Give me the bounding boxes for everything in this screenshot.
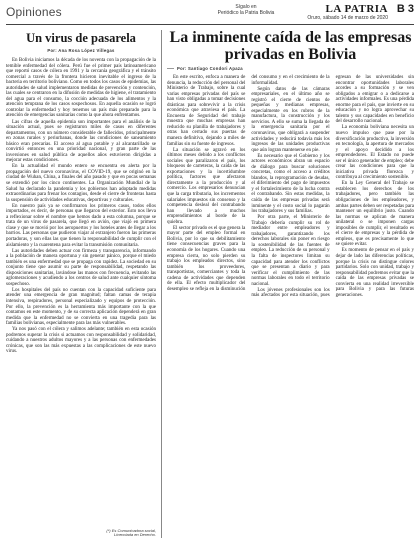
left-article-paragraph: Las cifras de aquella epidemia son importantes para el análisis de la situación actual, pues se registraron miles de casos en diferentes departamentos, con un número considerable de fallecidos, principalmente en zonas rurales y periurbanas, donde las condiciones de saneamiento básico eran precarias. El acceso al agua potable y al alcantarillado se convirtió entonces en una prioridad nacional, y gran parte de las inversiones en salud pública de aquellos años estuvieron dirigidas a mejorar estas condiciones. xyxy=(6,119,156,164)
dateline: Oruro, sábado 14 de marzo de 2020 xyxy=(307,15,388,21)
section-label: Opiniones xyxy=(6,5,62,19)
social-follow-note xyxy=(211,4,281,16)
right-article-paragraph: Es necesario que el Gobierno y los actores económicos abran un espacio de diálogo para buscar soluciones concretas, como el acceso a créditos blandos, la reprogramación de deudas, el diferimiento del pago de impuestos y el fortalecimiento de la lucha contra el contrabando. Sin estas medidas, la caída de las empresas privadas será inminente y el costo social lo pagarán los trabajadores y sus familias. xyxy=(251,153,330,215)
right-article-paragraph: La situación se agravó en los últimos meses debido a los conflictos sociales que paralizaron el país, los bloqueos de carreteras, la caída de las exportaciones y la incertidumbre política, factores que afectaron directamente a la producción y al comercio. Los empresarios denuncian que la carga tributaria, los incrementos salariales impuestos sin consenso y la competencia desleal del contrabando han llevado a muchos emprendimientos al borde de la quiebra. xyxy=(167,147,246,225)
left-article-paragraph: Las autoridades deben actuar con firmeza y transparencia, informando a la población de manera oportuna y sin generar pánico, porque el miedo también es una enfermedad que se propaga con rapidez. La sociedad en su conjunto tiene que asumir su parte de responsabilidad, respetando las disposiciones sanitarias, lavándose las manos con frecuencia, evitando las aglomeraciones y acudiendo a los centros de salud ante cualquier síntoma sospechoso. xyxy=(6,248,156,287)
right-article-paragraph: Por otra parte, el Ministerio de Trabajo debería cumplir su rol de mediador entre empleadores y trabajadores, garantizando los derechos laborales sin poner en riesgo la sostenibilidad de las fuentes de empleo. La reducción de su personal y la falta de inspectores limitan su capacidad para atender los conflictos que se presentan a diario y para verificar el cumplimiento de las normas laborales en todo el territorio nacional. xyxy=(251,215,330,287)
page-number: B 3 xyxy=(396,3,414,15)
left-article-paragraph: En Bolivia iniciamos la década de los noventa con la propagación de la temible enfermedad del cólera. Perú fue el primer país latinoamericano que reportó casos de cólera en 1991 y la cercanía geográfica y el tránsito comercial a través de la frontera hicieron inevitable el ingreso de la bacteria en territorio boliviano. Como en todos los casos de epidemias, las autoridades de salud implementaron medidas de prevención y contención, las cuales se centraron en la difusión de medidas de higiene, el tratamiento del agua para el consumo, la cocción adecuada de los alimentos y la atención temprana de los casos sospechosos. En aquella ocasión se logró controlar la enfermedad y hoy tenemos un país más preparado para la atención de emergencias sanitarias como la que ahora enfrentamos. xyxy=(6,58,156,119)
social-follow-line1: Sígalo en xyxy=(235,4,257,10)
left-article-paragraph: Ya nos pasó con el cólera y salimos adelante; también en esta ocasión podremos superar la crisis si actuamos con responsabilidad y solidaridad, cuidando a nuestros adultos mayores y a las personas con enfermedades crónicas, que son las más expuestas a las complicaciones de este nuevo virus. xyxy=(6,327,156,355)
right-article-paragraph: Según datos de las cámaras empresariales, en el último año se registró el cierre de cientos de pequeñas y medianas empresas, especialmente en los rubros de la manufactura, la construcción y los servicios. A ello se suma la llegada de la emergencia sanitaria por el coronavirus, que obligará a suspender actividades y reducirá todavía más los ingresos de las unidades productivas que aún logran mantenerse en pie. xyxy=(251,86,330,153)
left-article-body xyxy=(6,58,156,355)
right-article-byline: Por: Santiago Condori Apaza xyxy=(177,66,243,71)
left-article-paragraph: Los hospitales del país no cuentan con la capacidad suficiente para atender una emergencia de gran magnitud; faltan camas de terapia intensiva, respiradores, personal especializado y equipos de protección. Por ello, la prevención es la herramienta más importante con la que contamos en este momento, y de su correcta aplicación dependerá en gran medida que la enfermedad no se convierta en una tragedia para las familias bolivianas, especialmente para las más vulnerables. xyxy=(6,287,156,327)
right-article-paragraph: En la Ley General del Trabajo se establecen los derechos de los trabajadores, pero también las obligaciones de los empleadores, y ambas partes deben ser respetadas para mantener un equilibrio justo. Cuando las normas se aplican de manera unilateral o se imponen cargas imposibles de cumplir, el resultado es el cierre de empresas y la pérdida de empleos, que es precisamente lo que se quiere evitar. xyxy=(335,181,414,248)
newspaper-brand: LA PATRIA xyxy=(325,3,388,15)
author-footnote xyxy=(106,529,156,538)
right-article-paragraph: Los jóvenes profesionales son los más afectados por esta situación, pues egresan de las universidades sin encontrar oportunidades laborales acordes a su formación y se ven obligados a emigrar o a dedicarse a actividades informales. Es una pérdida enorme para el país, que invierte en su educación y no logra aprovechar su talento y sus capacidades en beneficio del desarrollo nacional. xyxy=(251,75,414,299)
right-article-body xyxy=(167,75,414,299)
left-article-byline: Por: Ana Rosa López Villegas xyxy=(47,48,115,53)
page-header xyxy=(6,3,414,25)
left-article-title: Un virus de pasarela xyxy=(26,31,136,45)
right-article-paragraph: Es momento de pensar en el país y dejar de lado las diferencias políticas, porque la crisis no distingue colores partidarios. Solo con unidad, trabajo y responsabilidad podremos evitar que la caída de las empresas privadas se convierta en una realidad irreversible para Bolivia y para las futuras generaciones. xyxy=(335,248,414,298)
right-article-title: La inminente caída de las empresas privadas en Bolivia xyxy=(169,30,412,63)
right-article-byline-row xyxy=(167,66,414,71)
author-footnote-line1: (*) Es Comunicadora social, xyxy=(106,527,156,533)
author-footnote-line2: Licenciada en Derecho. xyxy=(113,532,156,538)
left-opinion-article xyxy=(6,30,156,540)
column-divider xyxy=(161,30,162,538)
right-article-paragraph: En este escrito, enfoca a manera de denuncia, la reducción del personal del Ministerio de Trabajo, sobre la cual varias empresas privadas del país se han visto obligadas a tomar decisiones drásticas para sobrevivir a la crisis económica que atraviesa el país. La Encuesta de Seguridad del trabajo muestra que muchas empresas han reducido su planilla de trabajadores y otras han cerrado sus puertas de manera definitiva, dejando a miles de familias sin su fuente de ingresos. xyxy=(167,75,246,147)
right-opinion-article xyxy=(167,30,414,540)
social-follow-line2: Periódico la Patria Bolivia xyxy=(217,10,275,16)
left-article-paragraph: En nuestro país ya se confirmaron los primeros casos, todos ellos importados, es decir, de personas que llegaron del exterior. Esto nos lleva a reflexionar sobre el nombre que hemos dado a esta columna, porque se trata de un virus de pasarela, que llegó en avión, que viajó en primera clase y que se movió por los aeropuertos y los hoteles antes de llegar a los barrios. Las personas que pudieron viajar al extranjero fueron las primeras portadoras, y son ellas las que tienen la responsabilidad de cumplir con el aislamiento y la cuarentena para evitar la transmisión comunitaria. xyxy=(6,203,156,248)
byline-rule xyxy=(167,68,174,69)
left-article-paragraph: En la actualidad el mundo entero se encuentra en alerta por la propagación del nuevo coronavirus, el COVID-19, que se originó en la ciudad de Wuhan, China, a finales del año pasado y que en pocas semanas se extendió por los cinco continentes. La Organización Mundial de la Salud ha declarado la pandemia y los gobiernos han adoptado medidas extraordinarias para frenar los contagios, desde el cierre de fronteras hasta la suspensión de actividades educativas, deportivas y culturales. xyxy=(6,164,156,203)
right-article-paragraph: El sector privado es el que genera la mayor parte del empleo formal en Bolivia, por lo que su debilitamiento tiene consecuencias graves para la economía de los hogares. Cuando una empresa cierra, no solo pierden su trabajo los empleados directos, sino también los proveedores, transportistas, comerciantes y toda la cadena de actividades que dependen de ella. El efecto multiplicador del desempleo se refleja en la disminución del consumo y en el crecimiento de la informalidad. xyxy=(167,75,330,292)
right-article-paragraph: La economía boliviana necesita un nuevo impulso que pase por la diversificación productiva, la inversión en tecnología, la apertura de mercados y el apoyo decidido a los emprendedores. El Estado no puede ser el único generador de empleo; debe crear las condiciones para que la iniciativa privada florezca y contribuya al crecimiento sostenible. xyxy=(335,125,414,181)
